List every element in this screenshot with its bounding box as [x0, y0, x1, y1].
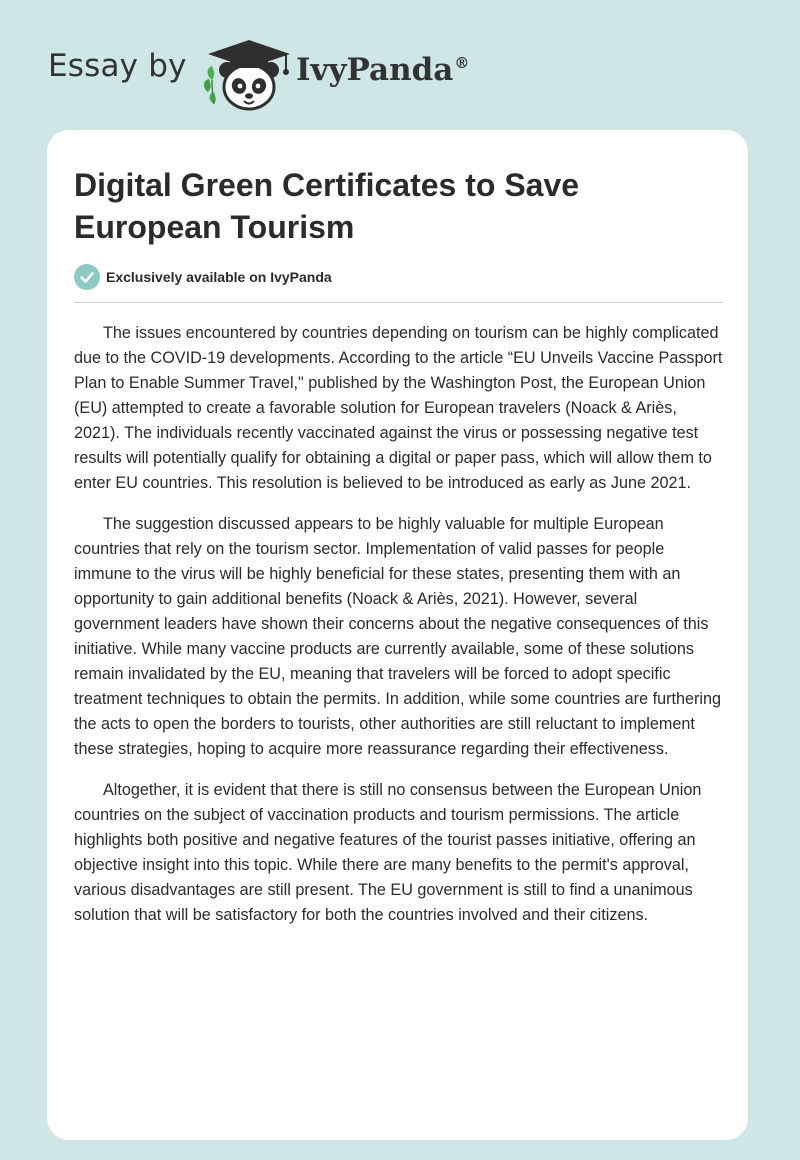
essay-card	[47, 130, 748, 1140]
paragraph: Altogether, it is evident that there is still no consensus between the European Union countries on the subject of vaccination products and tourism permissions. The article highlights both positive and negative features of the tourist passes initiative, offering an objective insight into this topic. While there are many benefits to the permit's approval, various disadvantages are still present. The EU government is still to find a unanimous solution that will be satisfactory for both the countries involved and their citizens.	[74, 781, 702, 924]
panda-graduate-icon[interactable]	[200, 34, 292, 114]
check-circle-icon	[74, 264, 100, 290]
exclusive-badge	[74, 264, 332, 290]
essay-by-label: Essay by	[48, 48, 187, 84]
trademark-symbol: ®	[454, 54, 470, 72]
site-header	[0, 0, 800, 130]
paragraph: The issues encountered by countries depending on tourism can be highly complicated due to the COVID-19 developments. According to the article “EU Unveils Vaccine Passport Plan to Enable Summer Travel," published by the Washington Post, the European Union (EU) attempted to create a favorable solution for European travelers (Noack & Ariès, 2021). The individuals recently vaccinated against the virus or possessing negative test results will potentially qualify for obtaining a digital or paper pass, which will allow them to enter EU countries. This resolution is believed to be introduced as early as June 2021.	[74, 324, 723, 492]
essay-body	[74, 321, 724, 944]
exclusive-badge-label: Exclusively available on IvyPanda	[106, 269, 332, 285]
divider	[74, 302, 723, 303]
brand-text: IvyPanda	[296, 52, 454, 88]
brand-name[interactable]	[296, 52, 469, 88]
essay-title: Digital Green Certificates to Save European Tourism	[74, 167, 580, 245]
paragraph: The suggestion discussed appears to be highly valuable for multiple European countries that rely on the tourism sector. Implementation of valid passes for people immune to the virus will be highly beneficial for these states, presenting them with an opportunity to gain additional benefits (Noack & Ariès, 2021). However, several government leaders have shown their concerns about the negative consequences of this initiative. While many vaccine products are currently available, some of these solutions remain invalidated by the EU, meaning that travelers will be forced to adopt specific treatment techniques to obtain the permits. In addition, while some countries are furthering the acts to open the borders to tourists, other authorities are still reluctant to implement these strategies, hoping to acquire more reassurance regarding their effectiveness.	[74, 515, 721, 758]
